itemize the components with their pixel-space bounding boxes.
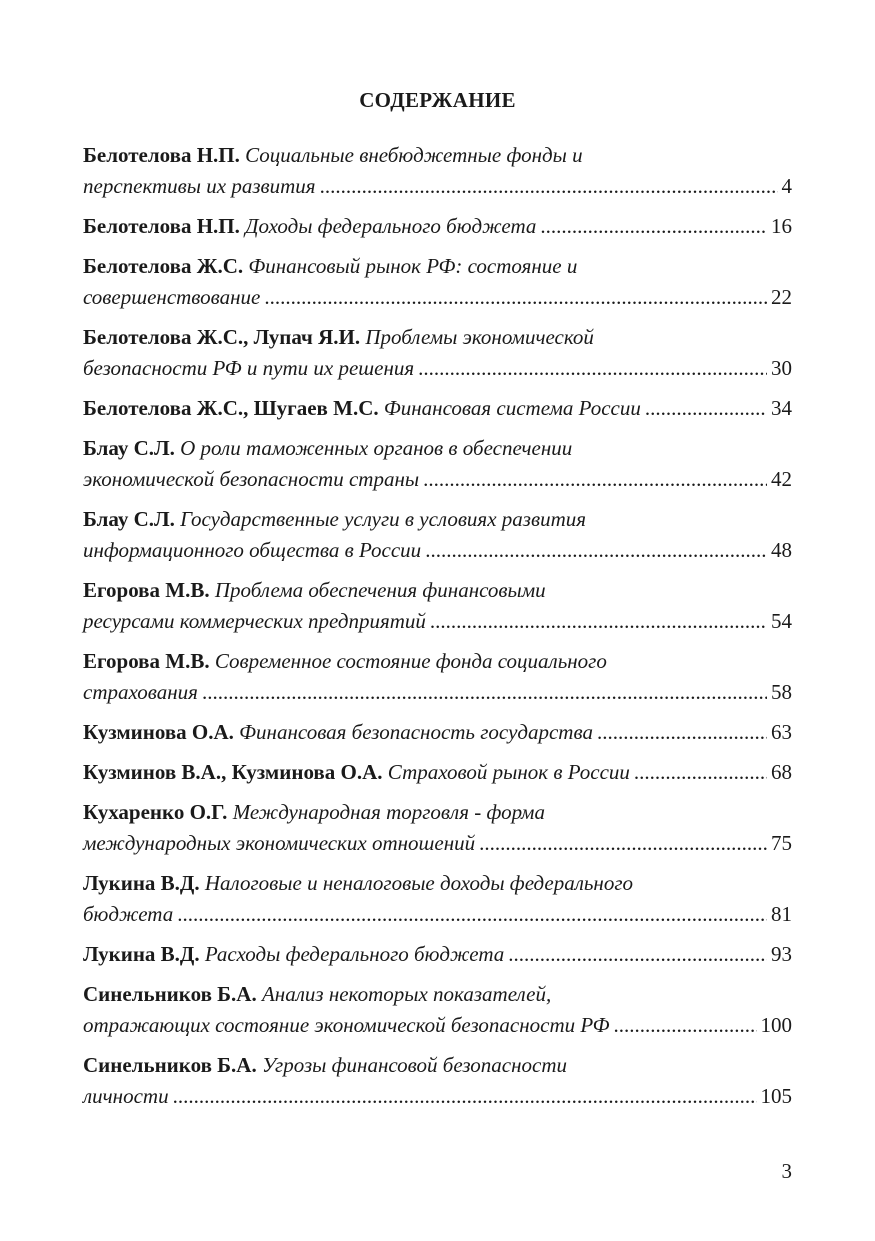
toc-title-continuation: личности bbox=[83, 1084, 169, 1108]
toc-title: Международная торговля - форма bbox=[232, 800, 545, 824]
toc-page-number: 81 bbox=[771, 902, 792, 926]
toc-leader-dots bbox=[418, 353, 767, 384]
toc-entry bbox=[83, 575, 792, 637]
toc-author: Егорова М.В. bbox=[83, 578, 210, 602]
toc-author: Синельников Б.А. bbox=[83, 982, 257, 1006]
toc-title: Финансовая система России bbox=[383, 396, 641, 420]
toc-title-continuation: информационного общества в России bbox=[83, 538, 422, 562]
toc-title: Доходы федерального бюджета bbox=[245, 214, 537, 238]
toc-author: Синельников Б.А. bbox=[83, 1053, 257, 1077]
toc-entry bbox=[83, 251, 792, 313]
toc-title-continuation: ресурсами коммерческих предприятий bbox=[83, 609, 426, 633]
toc-title: Проблемы экономической bbox=[365, 325, 594, 349]
toc-title: Анализ некоторых показателей, bbox=[261, 982, 552, 1006]
toc-leader-dots bbox=[634, 757, 767, 788]
toc-leader-dots bbox=[540, 211, 767, 242]
toc-page-number: 68 bbox=[771, 760, 792, 784]
toc-title: О роли таможенных органов в обеспечении bbox=[180, 436, 573, 460]
toc-title: Финансовый рынок РФ: состояние и bbox=[248, 254, 578, 278]
toc-entry bbox=[83, 797, 792, 859]
toc-leader-dots bbox=[320, 171, 778, 202]
toc-entry-line bbox=[83, 171, 792, 202]
toc-author: Белотелова Ж.С., Шугаев М.С. bbox=[83, 396, 379, 420]
toc-entry-line bbox=[83, 899, 792, 930]
toc-author: Белотелова Н.П. bbox=[83, 214, 240, 238]
toc-entry-line bbox=[83, 979, 792, 1010]
toc-page-number: 48 bbox=[771, 538, 792, 562]
toc-leader-dots bbox=[173, 1081, 757, 1112]
toc-title-continuation: экономической безопасности страны bbox=[83, 467, 420, 491]
toc-entry-line bbox=[83, 1050, 792, 1081]
toc-leader-dots bbox=[264, 282, 767, 313]
toc-title-continuation: безопасности РФ и пути их решения bbox=[83, 356, 415, 380]
toc-page-number: 42 bbox=[771, 467, 792, 491]
toc-entry-line bbox=[83, 211, 792, 242]
toc-entry bbox=[83, 939, 792, 970]
toc-entry-line bbox=[83, 575, 792, 606]
toc-title-continuation: совершенствование bbox=[83, 285, 261, 309]
toc-author: Егорова М.В. bbox=[83, 649, 210, 673]
toc-entry-line bbox=[83, 677, 792, 708]
toc-title-continuation: страхования bbox=[83, 680, 198, 704]
toc-author: Блау С.Л. bbox=[83, 507, 175, 531]
toc-author: Белотелова Н.П. bbox=[83, 143, 240, 167]
toc-author: Кузминов В.А., Кузминова О.А. bbox=[83, 760, 383, 784]
toc-entry-line bbox=[83, 717, 792, 748]
toc-page-number: 54 bbox=[771, 609, 792, 633]
toc-entry-line bbox=[83, 828, 792, 859]
toc-title: Современное состояние фонда социального bbox=[214, 649, 607, 673]
toc-entry bbox=[83, 979, 792, 1041]
toc-title: Страховой рынок в России bbox=[387, 760, 630, 784]
toc-leader-dots bbox=[425, 535, 767, 566]
toc-entry-line bbox=[83, 393, 792, 424]
toc-entry-line bbox=[83, 322, 792, 353]
toc-entry-line bbox=[83, 797, 792, 828]
toc-page-number: 100 bbox=[760, 1013, 792, 1037]
toc-author: Белотелова Ж.С. bbox=[83, 254, 244, 278]
toc-entry bbox=[83, 646, 792, 708]
toc-entry-line bbox=[83, 433, 792, 464]
toc-author: Блау С.Л. bbox=[83, 436, 175, 460]
page-title: СОДЕРЖАНИЕ bbox=[359, 88, 516, 112]
toc-page-number: 30 bbox=[771, 356, 792, 380]
toc-entry-line bbox=[83, 939, 792, 970]
toc-entry-line bbox=[83, 353, 792, 384]
toc-page-number: 16 bbox=[771, 214, 792, 238]
toc-author: Кухаренко О.Г. bbox=[83, 800, 228, 824]
toc-entry-line bbox=[83, 504, 792, 535]
toc-page-number: 63 bbox=[771, 720, 792, 744]
toc-title: Проблема обеспечения финансовыми bbox=[214, 578, 546, 602]
toc-leader-dots bbox=[423, 464, 767, 495]
toc-author: Белотелова Ж.С., Лупач Я.И. bbox=[83, 325, 361, 349]
toc-entry bbox=[83, 322, 792, 384]
toc-title-continuation: перспективы их развития bbox=[83, 174, 316, 198]
toc-leader-dots bbox=[597, 717, 767, 748]
toc-title: Социальные внебюджетные фонды и bbox=[245, 143, 583, 167]
toc-entry-line bbox=[83, 1010, 792, 1041]
toc-page-number: 105 bbox=[760, 1084, 792, 1108]
toc-title: Угрозы финансовой безопасности bbox=[261, 1053, 568, 1077]
toc-title: Расходы федерального бюджета bbox=[204, 942, 505, 966]
toc-entry bbox=[83, 433, 792, 495]
toc-entry-line bbox=[83, 140, 792, 171]
toc-leader-dots bbox=[645, 393, 767, 424]
toc-entry bbox=[83, 140, 792, 202]
toc-page-number: 22 bbox=[771, 285, 792, 309]
toc-author: Кузминова О.А. bbox=[83, 720, 234, 744]
toc-entry-line bbox=[83, 282, 792, 313]
toc-leader-dots bbox=[430, 606, 767, 637]
toc-entry bbox=[83, 393, 792, 424]
toc-title: Финансовая безопасность государства bbox=[239, 720, 593, 744]
toc-entry-line bbox=[83, 757, 792, 788]
toc-entry-line bbox=[83, 251, 792, 282]
toc-title-continuation: отражающих состояние экономической безопасности РФ bbox=[83, 1013, 610, 1037]
toc-entry-line bbox=[83, 606, 792, 637]
toc-entry bbox=[83, 504, 792, 566]
toc-leader-dots bbox=[479, 828, 767, 859]
toc-leader-dots bbox=[202, 677, 767, 708]
toc-page-number: 34 bbox=[771, 396, 792, 420]
toc-leader-dots bbox=[614, 1010, 757, 1041]
toc-page-number: 93 bbox=[771, 942, 792, 966]
toc-author: Лукина В.Д. bbox=[83, 942, 200, 966]
toc-title: Налоговые и неналоговые доходы федерального bbox=[204, 871, 634, 895]
toc-leader-dots bbox=[177, 899, 767, 930]
toc-entry-line bbox=[83, 1081, 792, 1112]
toc-leader-dots bbox=[508, 939, 767, 970]
toc-entry-line bbox=[83, 464, 792, 495]
toc-page-number: 4 bbox=[781, 174, 792, 198]
toc-title: Государственные услуги в условиях развития bbox=[180, 507, 587, 531]
toc-page-number: 75 bbox=[771, 831, 792, 855]
table-of-contents bbox=[83, 140, 792, 1121]
toc-entry bbox=[83, 757, 792, 788]
toc-entry bbox=[83, 717, 792, 748]
toc-entry-line bbox=[83, 646, 792, 677]
toc-author: Лукина В.Д. bbox=[83, 871, 200, 895]
toc-entry bbox=[83, 868, 792, 930]
toc-entry-line bbox=[83, 868, 792, 899]
toc-entry-line bbox=[83, 535, 792, 566]
toc-title-continuation: бюджета bbox=[83, 902, 174, 926]
page-number: 3 bbox=[781, 1159, 792, 1183]
toc-page-number: 58 bbox=[771, 680, 792, 704]
toc-entry bbox=[83, 1050, 792, 1112]
toc-title-continuation: международных экономических отношений bbox=[83, 831, 476, 855]
toc-entry bbox=[83, 211, 792, 242]
